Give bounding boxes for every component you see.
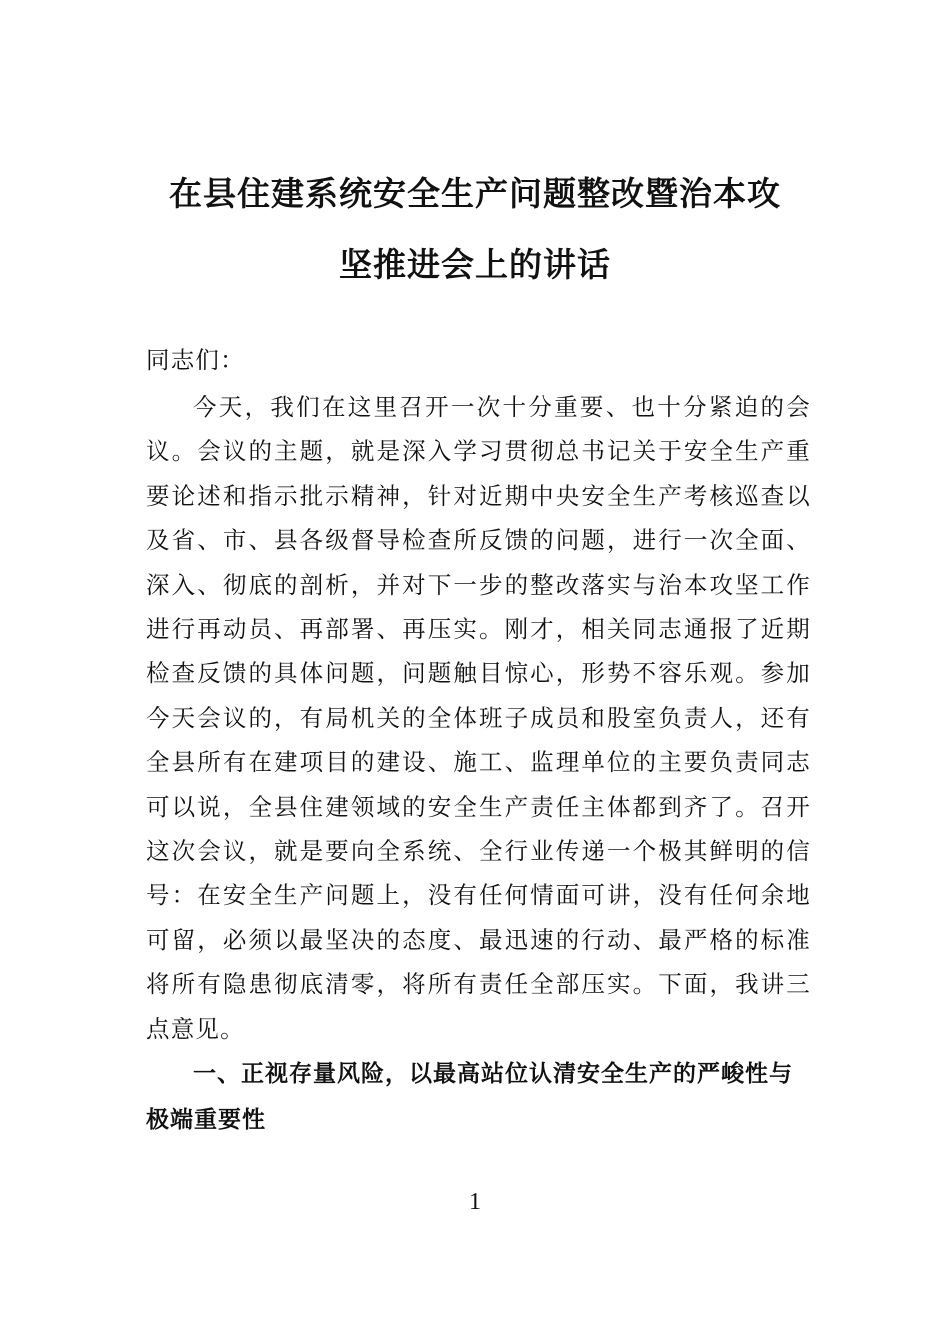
salutation: 同志们： — [146, 346, 245, 374]
body-paragraph: 今天，我们在这里召开一次十分重要、也十分紧迫的会议。会议的主题，就是深入学习贯彻总书记关于安全生产重要论述和指示批示精神，针对近期中央安全生产考核巡查以及省、市、县各级督导检查所反馈的问题，进行一次全面、深入、彻底的剖析，并对下一步的整改落实与治本攻坚工作进行再动员、再部署、再压实。刚才，相关同志通报了近期检查反馈的具体问题，问题触目惊心，形势不容乐观。参加今天会议的，有局机关的全体班子成员和股室负责人，还有全县所有在建项目的建设、施工、监理单位的主要负责同志可以说，全县住建领域的安全生产责任主体都到齐了。召开这次会议，就是要向全系统、全行业传递一个极其鲜明的信号：在安全生产问题上，没有任何情面可讲，没有任何余地可留，必须以最坚决的态度、最迅速的行动、最严格的标准将所有隐患彻底清零，将所有责任全部压实。下面，我讲三点意见。 — [146, 393, 811, 1043]
document-title-line-2: 坚推进会上的讲话 — [339, 245, 611, 284]
document-title-line-1: 在县住建系统安全生产问题整改暨治本攻 — [169, 174, 781, 213]
section-heading-1: 一、正视存量风险，以最高站位认清安全生产的严峻性与极端重要性 — [146, 1061, 793, 1133]
page-number: 1 — [469, 1189, 481, 1215]
